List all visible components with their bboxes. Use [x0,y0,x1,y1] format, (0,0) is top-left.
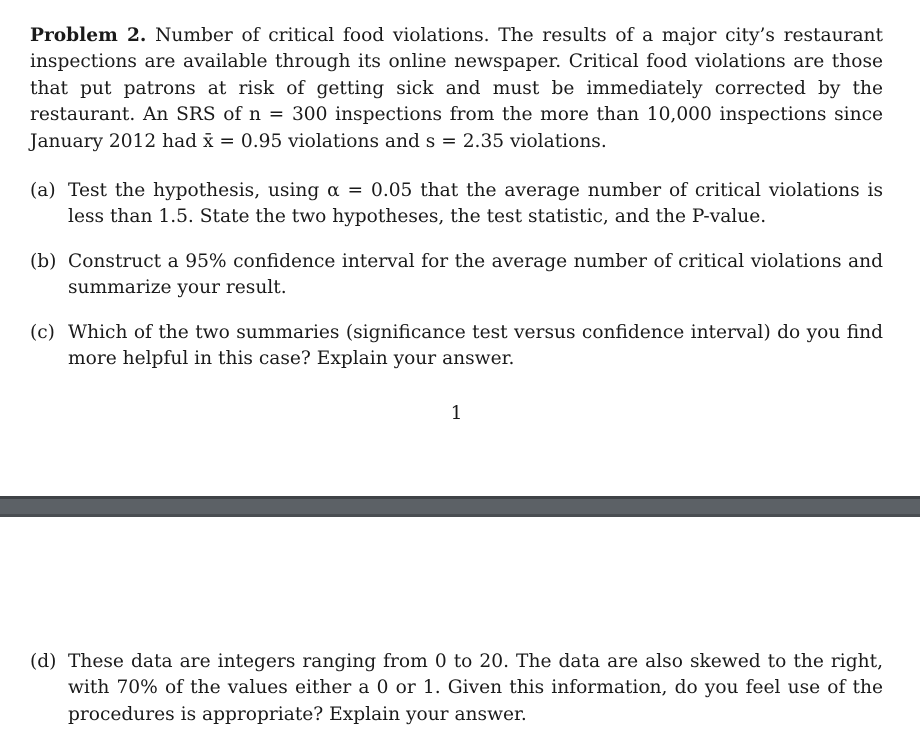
separator-top-edge [0,496,920,499]
problem-intro: Number of critical food violations. The results of a major city’s restaurant inspections are available through its online newspaper. Critical food violations are those that put patrons at risk of getting sick and must be immediately corrected by the restaurant. An SRS of n = 300 inspections from the more than 10,000 inspections since January 2012 had x̄ = 0.95 violations and s = 2.35 violations. [30,25,883,152]
part-a-label: (a) [30,180,56,201]
cut-off-next-line [30,739,883,749]
part-d [30,649,883,728]
part-a [30,178,883,231]
page-separator [0,496,920,517]
part-c [30,320,883,373]
part-b-text: Construct a 95% confidence interval for the average number of critical violations and summarize your result. [68,251,883,299]
part-a-text: Test the hypothesis, using α = 0.05 that the average number of critical violations is less than 1.5. State the two hypotheses, the test statistic, and the P-value. [68,180,883,228]
part-c-text: Which of the two summaries (significance test versus confidence interval) do you find more helpful in this case? Explain your answer. [68,322,883,370]
page-2 [0,517,920,745]
problem-statement [30,23,883,155]
part-d-label: (d) [30,651,57,672]
part-c-label: (c) [30,322,55,343]
part-b [30,249,883,302]
part-d-text: These data are integers ranging from 0 to 20. The data are also skewed to the right, with 70% of the values either a 0 or 1. Given this information, do you feel use of the procedures is appropriate? Explain your answer. [68,651,883,725]
part-b-label: (b) [30,251,57,272]
page-number: 1 [450,403,463,424]
problem-title: Problem 2. [30,25,147,46]
